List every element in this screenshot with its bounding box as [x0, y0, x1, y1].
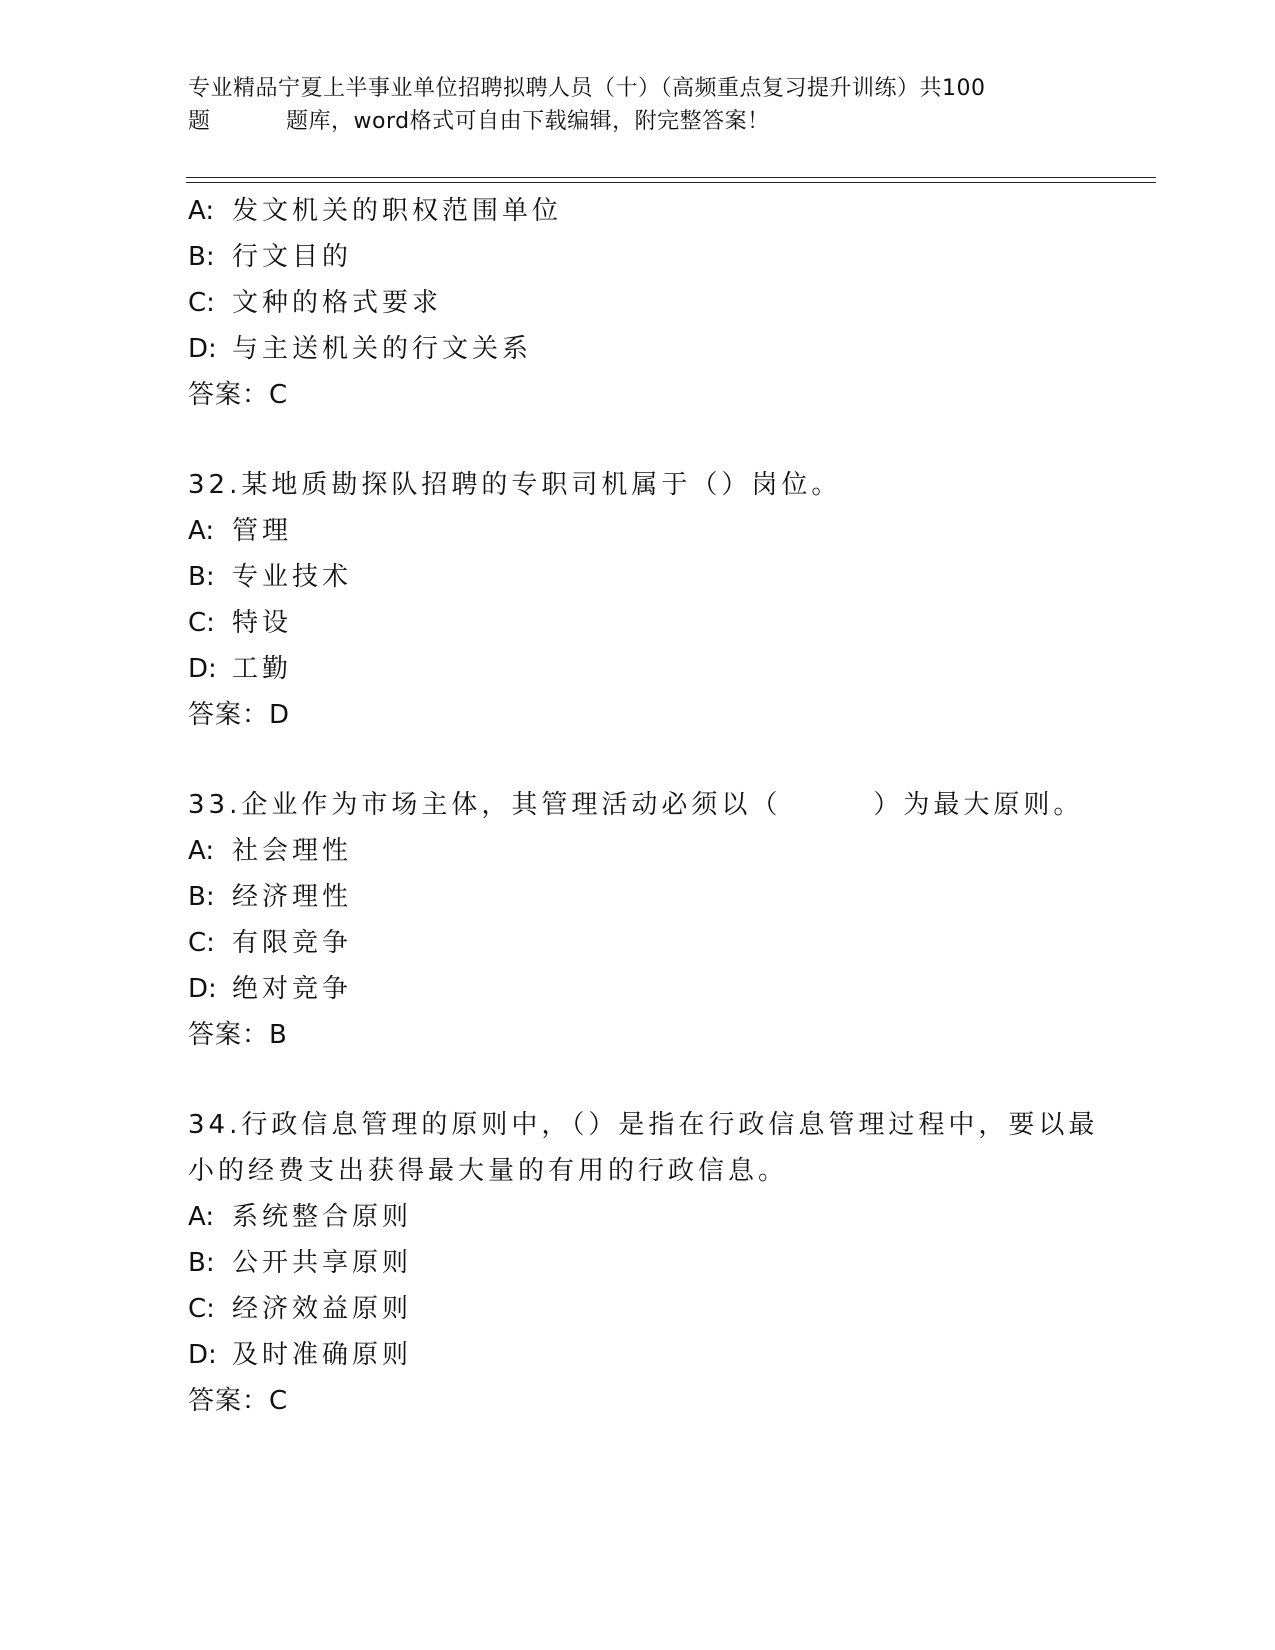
option-text: 管理: [232, 516, 293, 546]
option-tag: A:: [188, 836, 215, 866]
option-tag: C:: [188, 288, 215, 318]
option-b: [188, 554, 1088, 600]
question-list: [188, 188, 1099, 1424]
question-stem: [188, 782, 1088, 828]
option-a: [188, 508, 1088, 554]
option-text: 工勤: [232, 654, 293, 684]
stem-before-blank: 33.企业作为市场主体，其管理活动必须以（: [188, 790, 782, 820]
question-stem-line-1: 34.行政信息管理的原则中，（）是指在行政信息管理过程中，要以最: [188, 1110, 1099, 1140]
option-text: 社会理性: [232, 836, 353, 866]
option-tag: B:: [188, 882, 215, 912]
question-stem-line-2: 小的经费支出获得最大量的有用的行政信息。: [188, 1156, 789, 1186]
option-tag: D:: [188, 654, 217, 684]
option-a: [188, 828, 1088, 874]
option-text: 经济效益原则: [232, 1294, 413, 1324]
option-a: [188, 188, 1088, 234]
question-34: [188, 1102, 1099, 1424]
option-text: 公开共享原则: [232, 1248, 413, 1278]
option-d: [188, 1332, 1088, 1378]
option-text: 专业技术: [232, 562, 353, 592]
spacer: [188, 418, 1088, 462]
option-text: 发文机关的职权范围单位: [232, 196, 563, 226]
option-tag: D:: [188, 334, 217, 364]
answer-line: 答案：C: [188, 1386, 289, 1416]
question-32: [188, 462, 1088, 738]
question-33: [188, 782, 1088, 1058]
header-line-1: 专业精品宁夏上半事业单位招聘拟聘人员（十）（高频重点复习提升训练）共100: [188, 76, 986, 101]
option-text: 有限竞争: [232, 928, 353, 958]
option-tag: D:: [188, 1340, 217, 1370]
answer-line: 答案：C: [188, 380, 289, 410]
option-tag: B:: [188, 1248, 215, 1278]
option-text: 与主送机关的行文关系: [232, 334, 533, 364]
header-line-2-rest: 题库，word格式可自由下载编辑，附完整答案！: [286, 109, 770, 134]
option-b: [188, 874, 1088, 920]
option-tag: B:: [188, 562, 215, 592]
option-tag: A:: [188, 1202, 215, 1232]
option-c: [188, 600, 1088, 646]
option-text: 文种的格式要求: [232, 288, 443, 318]
spacer: [188, 1058, 1088, 1102]
stem-after-blank: ）为最大原则。: [873, 790, 1084, 820]
document-header: [188, 72, 1088, 138]
option-d: [188, 646, 1088, 692]
option-tag: A:: [188, 196, 215, 226]
option-tag: D:: [188, 974, 217, 1004]
answer-line: 答案：D: [188, 700, 291, 730]
option-text: 经济理性: [232, 882, 353, 912]
option-text: 特设: [232, 608, 293, 638]
option-text: 绝对竞争: [232, 974, 353, 1004]
option-c: [188, 1286, 1088, 1332]
option-tag: C:: [188, 608, 215, 638]
option-text: 及时准确原则: [232, 1340, 413, 1370]
option-tag: C:: [188, 1294, 215, 1324]
option-b: [188, 234, 1088, 280]
spacer: [188, 738, 1088, 782]
option-tag: C:: [188, 928, 215, 958]
option-text: 系统整合原则: [232, 1202, 413, 1232]
option-a: [188, 1194, 1088, 1240]
answer-line: 答案：B: [188, 1020, 288, 1050]
option-d: [188, 326, 1088, 372]
option-d: [188, 966, 1088, 1012]
header-line-2-lead: 题: [188, 109, 211, 134]
header-divider-bottom: [186, 182, 1156, 183]
question-stem: 32.某地质勘探队招聘的专职司机属于（）岗位。: [188, 470, 842, 500]
option-b: [188, 1240, 1088, 1286]
option-c: [188, 280, 1088, 326]
option-c: [188, 920, 1088, 966]
header-line-2: [188, 105, 1088, 138]
option-text: 行文目的: [232, 242, 353, 272]
header-divider-top: [186, 177, 1156, 178]
option-tag: B:: [188, 242, 215, 272]
question-31: [188, 188, 1088, 418]
option-tag: A:: [188, 516, 215, 546]
